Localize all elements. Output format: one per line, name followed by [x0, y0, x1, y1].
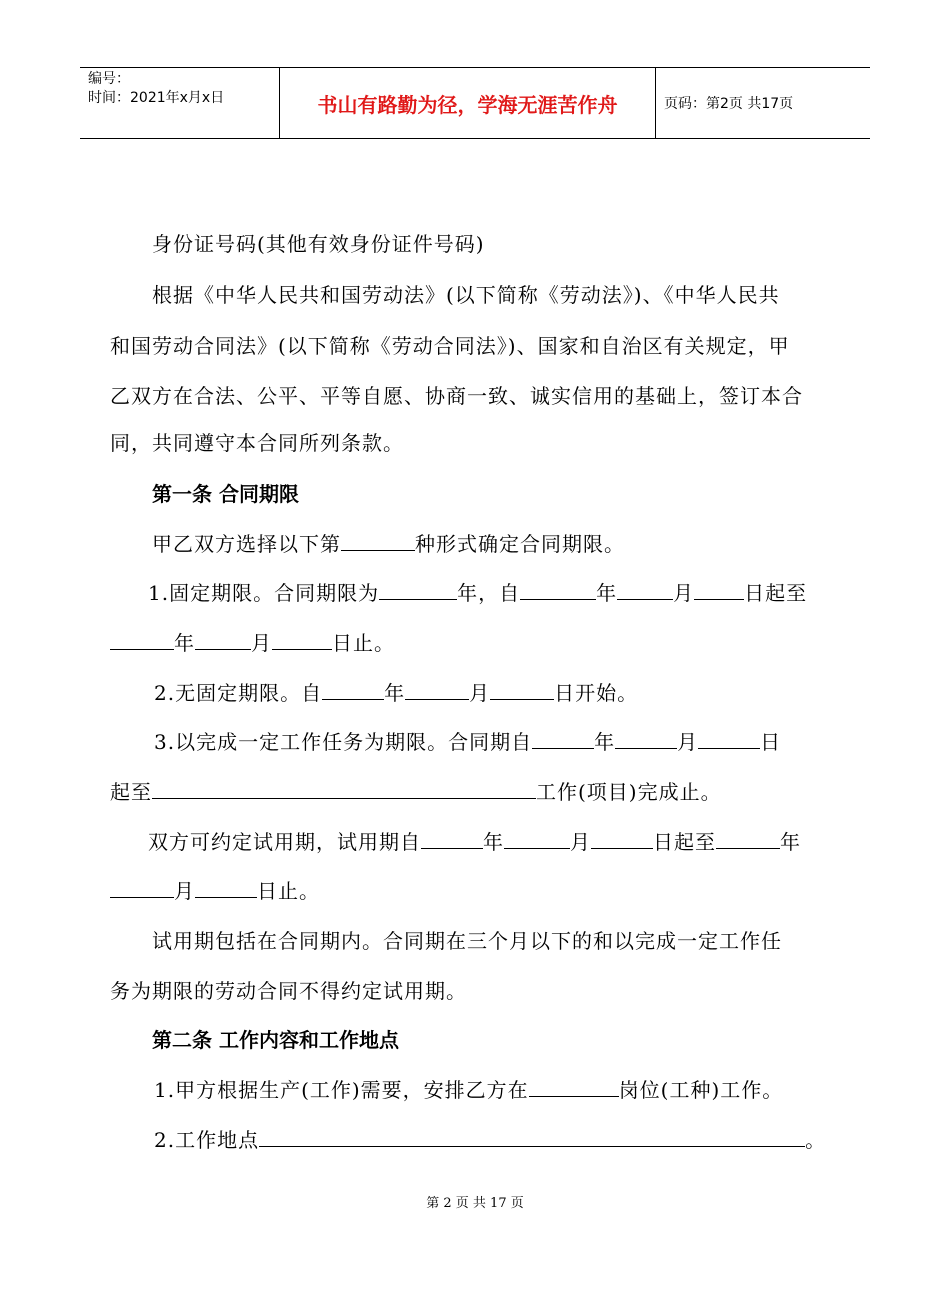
blank-field — [322, 681, 384, 700]
paragraph-line: 和国劳动合同法》(以下简称《劳动合同法》)、国家和自治区有关规定，甲 — [110, 334, 790, 358]
header-page-info: 页码：第2页 共17页 — [664, 96, 794, 112]
blank-field — [272, 631, 332, 650]
probation-line: 双方可约定试用期，试用期自 年 月 日起至 年 — [148, 830, 801, 854]
paragraph-line: 乙双方在合法、公平、平等自愿、协商一致、诚实信用的基础上，签订本合 — [110, 384, 803, 408]
paragraph-line: 务为期限的劳动合同不得约定试用期。 — [110, 979, 467, 1003]
blank-field — [421, 830, 483, 849]
fixed-term-end-line: 年 月 日止。 — [110, 627, 395, 656]
blank-field — [341, 532, 415, 551]
contract-type-line: 甲乙双方选择以下第 种形式确定合同期限。 — [152, 532, 625, 556]
blank-field — [529, 1078, 619, 1097]
work-post-line: 1.甲方根据生产(工作)需要，安排乙方在 岗位(工种)工作。 — [154, 1078, 784, 1102]
time-label: 时间：2021年x月x日 — [88, 90, 225, 106]
blank-field — [617, 581, 673, 600]
page-header — [80, 67, 870, 139]
blank-field — [259, 1128, 805, 1147]
blank-field — [195, 879, 257, 898]
work-location-line: 2.工作地点 。 — [154, 1128, 827, 1152]
blank-field — [615, 730, 677, 749]
id-number-line: 身份证号码(其他有效身份证件号码) — [152, 232, 485, 256]
blank-field — [716, 830, 780, 849]
number-label: 编号： — [88, 71, 130, 87]
blank-field — [591, 830, 653, 849]
open-term-line: 2.无固定期限。自 年 月 日开始。 — [154, 681, 639, 705]
blank-field — [405, 681, 469, 700]
blank-field — [698, 730, 760, 749]
blank-field — [110, 879, 174, 898]
blank-field — [520, 581, 596, 600]
blank-field — [379, 581, 457, 600]
page-footer: 第 2 页 共 17 页 — [426, 1196, 524, 1211]
blank-field — [532, 730, 594, 749]
task-term-line: 3.以完成一定工作任务为期限。合同期自 年 月 日 — [154, 730, 782, 754]
task-term-end-line: 起至 工作(项目)完成止。 — [110, 780, 722, 804]
blank-field — [694, 581, 744, 600]
blank-field — [490, 681, 554, 700]
header-meta — [80, 68, 280, 138]
article-1-title: 第一条 合同期限 — [152, 482, 299, 506]
fixed-term-line: 1.固定期限。合同期限为 年，自 年 月 日起至 — [148, 581, 808, 605]
paragraph-line: 同，共同遵守本合同所列条款。 — [110, 431, 404, 455]
blank-field — [110, 631, 174, 650]
paragraph-line: 试用期包括在合同期内。合同期在三个月以下的和以完成一定工作任 — [152, 929, 782, 953]
article-2-title: 第二条 工作内容和工作地点 — [152, 1028, 399, 1052]
blank-field — [152, 780, 536, 799]
blank-field — [195, 631, 251, 650]
header-slogan: 书山有路勤为径，学海无涯苦作舟 — [280, 68, 656, 138]
paragraph-line: 根据《中华人民共和国劳动法》(以下简称《劳动法》)、《中华人民共 — [152, 283, 780, 307]
blank-field — [504, 830, 570, 849]
probation-end-line: 月 日止。 — [110, 875, 320, 904]
